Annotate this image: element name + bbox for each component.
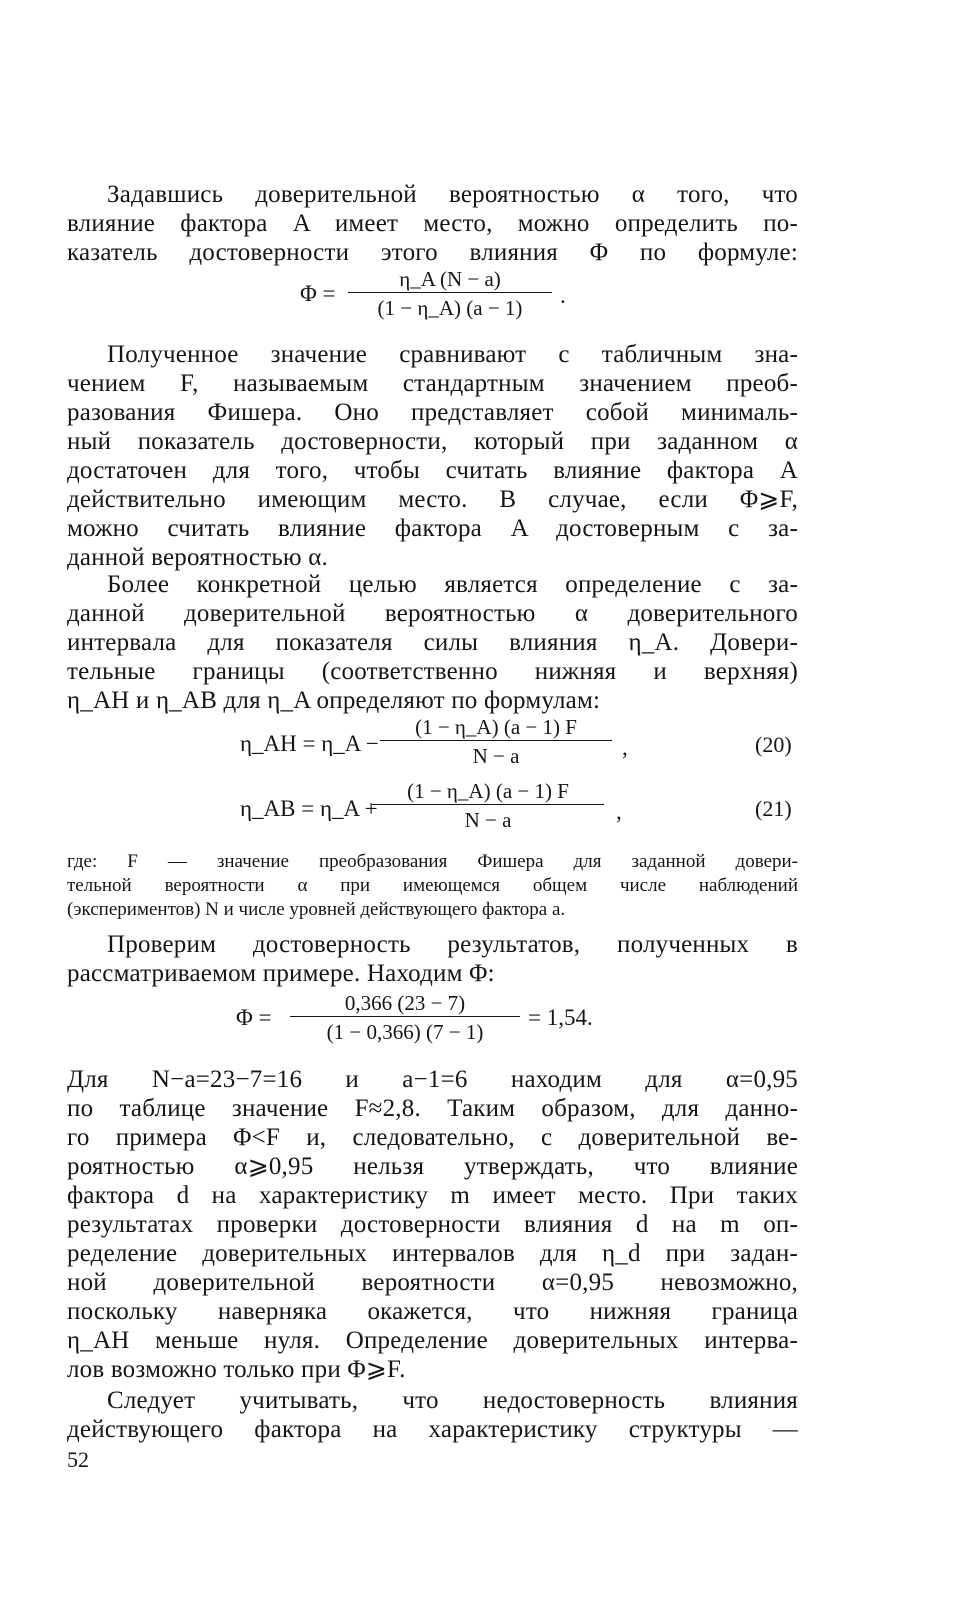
formula-fraction	[290, 990, 520, 1045]
text-line: по таблице значение F≈2,8. Таким образом, для данно-	[67, 1095, 798, 1122]
formula-numerator: 0,366 (23 − 7)	[344, 991, 466, 1015]
formula-lhs: η_AB = η_A +	[240, 796, 378, 821]
text-line: го примера Φ<F и, следовательно, с доверительной ве-	[67, 1124, 798, 1151]
text-line: результатах проверки достоверности влияния d на m оп-	[67, 1211, 798, 1238]
equation-number: (20)	[755, 732, 792, 757]
text-line: η_AH меньше нуля. Определение доверительных интерва-	[67, 1327, 798, 1354]
text-line: разования Фишера. Оно представляет собой минималь-	[67, 399, 798, 426]
text-line: Полученное значение сравнивают с табличным зна-	[107, 341, 798, 368]
text-line: η_AH и η_AB для η_A определяют по формулам:	[67, 687, 601, 714]
text-line: влияние фактора A имеет место, можно определить по-	[67, 210, 798, 237]
text-line: действующего фактора на характеристику структуры —	[67, 1416, 798, 1443]
text-line: действительно имеющим место. В случае, если Φ⩾F,	[67, 486, 798, 513]
formula-tail: = 1,54.	[528, 1005, 593, 1030]
text-line: достаточен для того, чтобы считать влияние фактора A	[67, 457, 798, 484]
footnote-line: где: F — значение преобразования Фишера для заданной довери-	[67, 851, 798, 872]
formula-denominator: (1 − 0,366) (7 − 1)	[290, 1016, 520, 1045]
formula-fraction	[380, 714, 612, 769]
formula-lhs: Φ =	[236, 1005, 272, 1030]
text-line: Для N−a=23−7=16 и a−1=6 находим для α=0,95	[67, 1066, 798, 1093]
formula-tail: ,	[622, 735, 628, 760]
text-line: интервала для показателя силы влияния η_A. Довери-	[67, 629, 798, 656]
formula-denominator: (1 − η_A) (a − 1)	[348, 292, 552, 321]
text-line: фактора d на характеристику m имеет место. При таких	[67, 1182, 798, 1209]
formula-fraction	[372, 778, 604, 833]
text-line: Задавшись доверительной вероятностью α того, что	[107, 181, 798, 208]
text-line: ределение доверительных интервалов для η_d при задан-	[67, 1240, 798, 1267]
text-line: роятностью α⩾0,95 нельзя утверждать, что влияние	[67, 1153, 798, 1180]
formula-tail: .	[560, 283, 566, 308]
formula-numerator: η_A (N − a)	[399, 267, 501, 291]
text-line: данной доверительной вероятностью α доверительного	[67, 600, 798, 627]
text-line: поскольку наверняка окажется, что нижняя граница	[67, 1298, 798, 1325]
text-line: Проверим достоверность результатов, полученных в	[107, 931, 798, 958]
formula-denominator: N − a	[372, 804, 604, 833]
formula-denominator: N − a	[380, 740, 612, 769]
formula-lhs: Φ =	[300, 281, 336, 306]
text-line: лов возможно только при Φ⩾F.	[67, 1356, 406, 1383]
text-line: казатель достоверности этого влияния Φ по формуле:	[67, 239, 798, 266]
text-line: можно считать влияние фактора A достоверным с за-	[67, 515, 798, 542]
page-number: 52	[67, 1447, 89, 1472]
text-line: Следует учитывать, что недостоверность влияния	[107, 1387, 798, 1414]
text-line: чением F, называемым стандартным значением преоб-	[67, 370, 798, 397]
text-line: тельные границы (соответственно нижняя и верхняя)	[67, 658, 798, 685]
footnote-line: (экспериментов) N и числе уровней действующего фактора a.	[67, 899, 566, 920]
text-line: Более конкретной целью является определение с за-	[107, 571, 798, 598]
formula-fraction	[348, 266, 552, 321]
equation-number: (21)	[755, 796, 792, 821]
formula-numerator: (1 − η_A) (a − 1) F	[415, 715, 577, 739]
formula-numerator: (1 − η_A) (a − 1) F	[407, 779, 569, 803]
text-line: рассматриваемом примере. Находим Φ:	[67, 960, 495, 987]
text-line: ный показатель достоверности, который при заданном α	[67, 428, 798, 455]
text-line: данной вероятностью α.	[67, 544, 329, 571]
text-line: ной доверительной вероятности α=0,95 невозможно,	[67, 1269, 798, 1296]
footnote-line: тельной вероятности α при имеющемся общем числе наблюдений	[67, 875, 798, 896]
formula-tail: ,	[616, 799, 622, 824]
formula-lhs: η_AH = η_A −	[240, 731, 379, 756]
